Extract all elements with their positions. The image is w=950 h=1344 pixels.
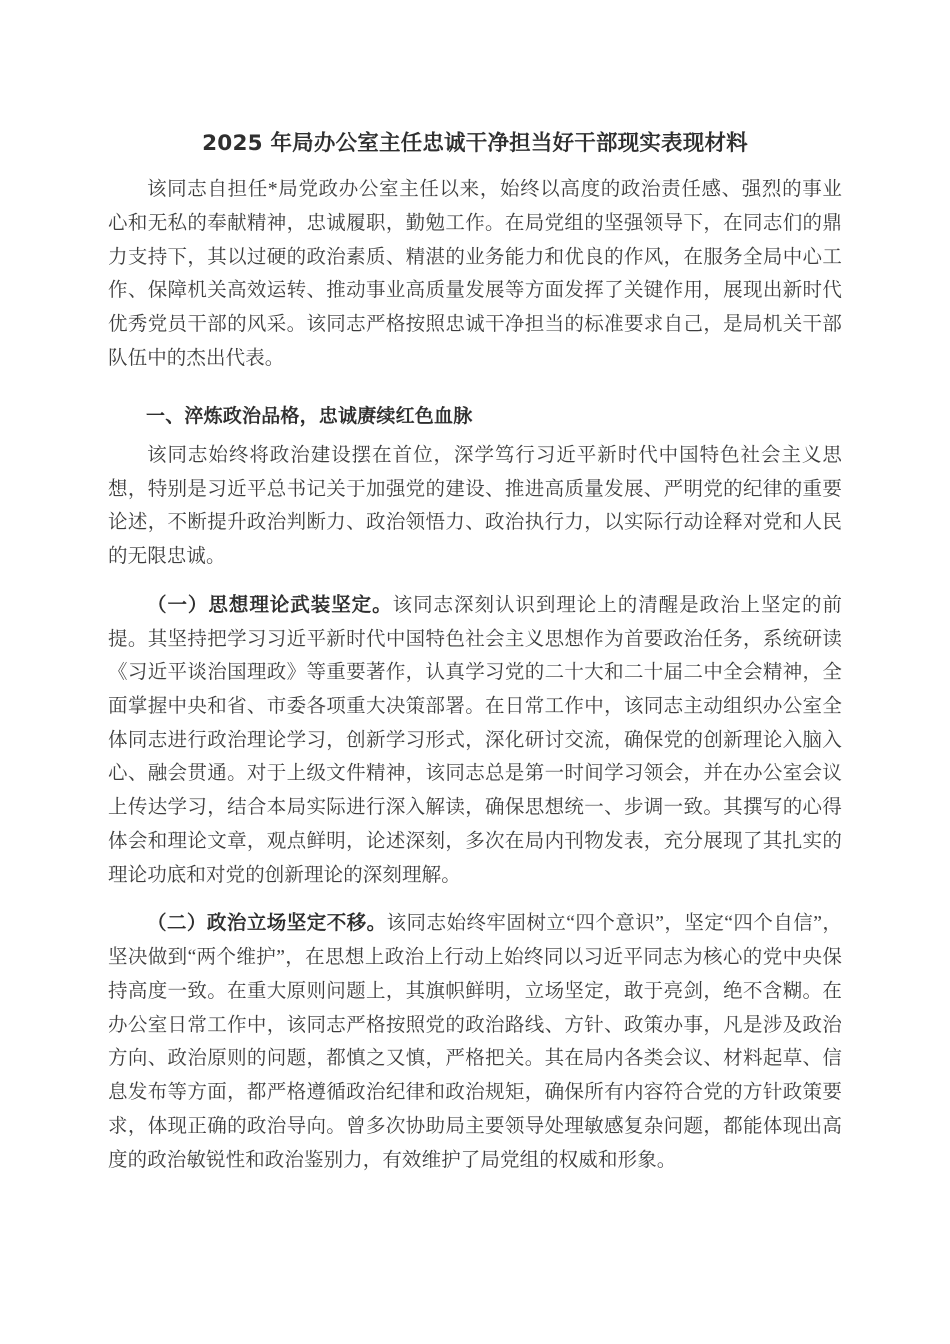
- spacer: [108, 382, 842, 390]
- item-1-2-lead: （二）政治立场坚定不移。: [147, 911, 387, 935]
- item-1-1-text: 该同志深刻认识到理论上的清醒是政治上坚定的前提。其坚持把学习习近平新时代中国特色社会主义思想作为首要政治任务，系统研读《习近平谈治国理政》等重要著作，认真学习党的二十大和二十届二中全会精神，全面掌握中央和省、市委各项重大决策部署。在日常工作中，该同志主动组织办公室全体同志进行政治理论学习，创新学习形式，深化研讨交流，确保党的创新理论入脑入心、融会贯通。对于上级文件精神，该同志总是第一时间学习领会，并在办公室会议上传达学习，结合本局实际进行深入解读，确保思想统一、步调一致。其撰写的心得体会和理论文章，观点鲜明，论述深刻，多次在局内刊物发表，充分展现了其扎实的理论功底和对党的创新理论的深刻理解。: [108, 594, 843, 886]
- section-heading-1: 一、淬炼政治品格，忠诚赓续红色血脉: [146, 404, 473, 427]
- paragraph-section-1-body: 该同志始终将政治建设摆在首位，深学笃行习近平新时代中国特色社会主义思想，特别是习近平总书记关于加强党的建设、推进高质量发展、严明党的纪律的重要论述，不断提升政治判断力、政治领悟力、政治执行力，以实际行动诠释对党和人民的无限忠诚。: [108, 444, 842, 568]
- paragraph-intro: 该同志自担任*局党政办公室主任以来，始终以高度的政治责任感、强烈的事业心和无私的奉献精神，忠诚履职，勤勉工作。在局党组的坚强领导下，在同志们的鼎力支持下，其以过硬的政治素质、精湛的业务能力和优良的作风，在服务全局中心工作、保障机关高效运转、推动事业高质量发展等方面发挥了关键作用，展现出新时代优秀党员干部的风采。该同志严格按照忠诚干净担当的标准要求自己，是局机关干部队伍中的杰出代表。: [108, 179, 842, 369]
- paragraph-item-1-1: [108, 588, 842, 893]
- spacer: [108, 580, 842, 588]
- paragraph-item-1-2: [108, 906, 842, 1177]
- item-1-1-lead: （一）思想理论武装坚定。: [147, 592, 393, 616]
- page-title: 2025 年局办公室主任忠诚干净担当好干部现实表现材料: [202, 131, 748, 156]
- spacer: [108, 898, 842, 906]
- item-1-2-text: 该同志始终牢固树立“四个意识”，坚定“四个自信”，坚决做到“两个维护”，在思想上政治上行动上始终同以习近平同志为核心的党中央保持高度一致。在重大原则问题上，其旗帜鲜明，立场坚定，敢于亮剑，绝不含糊。在办公室日常工作中，该同志严格按照党的政治路线、方针、政策办事，凡是涉及政治方向、政治原则的问题，都慎之又慎，严格把关。其在局内各类会议、材料起草、信息发布等方面，都严格遵循政治纪律和政治规矩，确保所有内容符合党的方针政策要求，体现正确的政治导向。曾多次协助局主要领导处理敏感复杂问题，都能体现出高度的政治敏锐性和政治鉴别力，有效维护了局党组的权威和形象。: [108, 913, 842, 1171]
